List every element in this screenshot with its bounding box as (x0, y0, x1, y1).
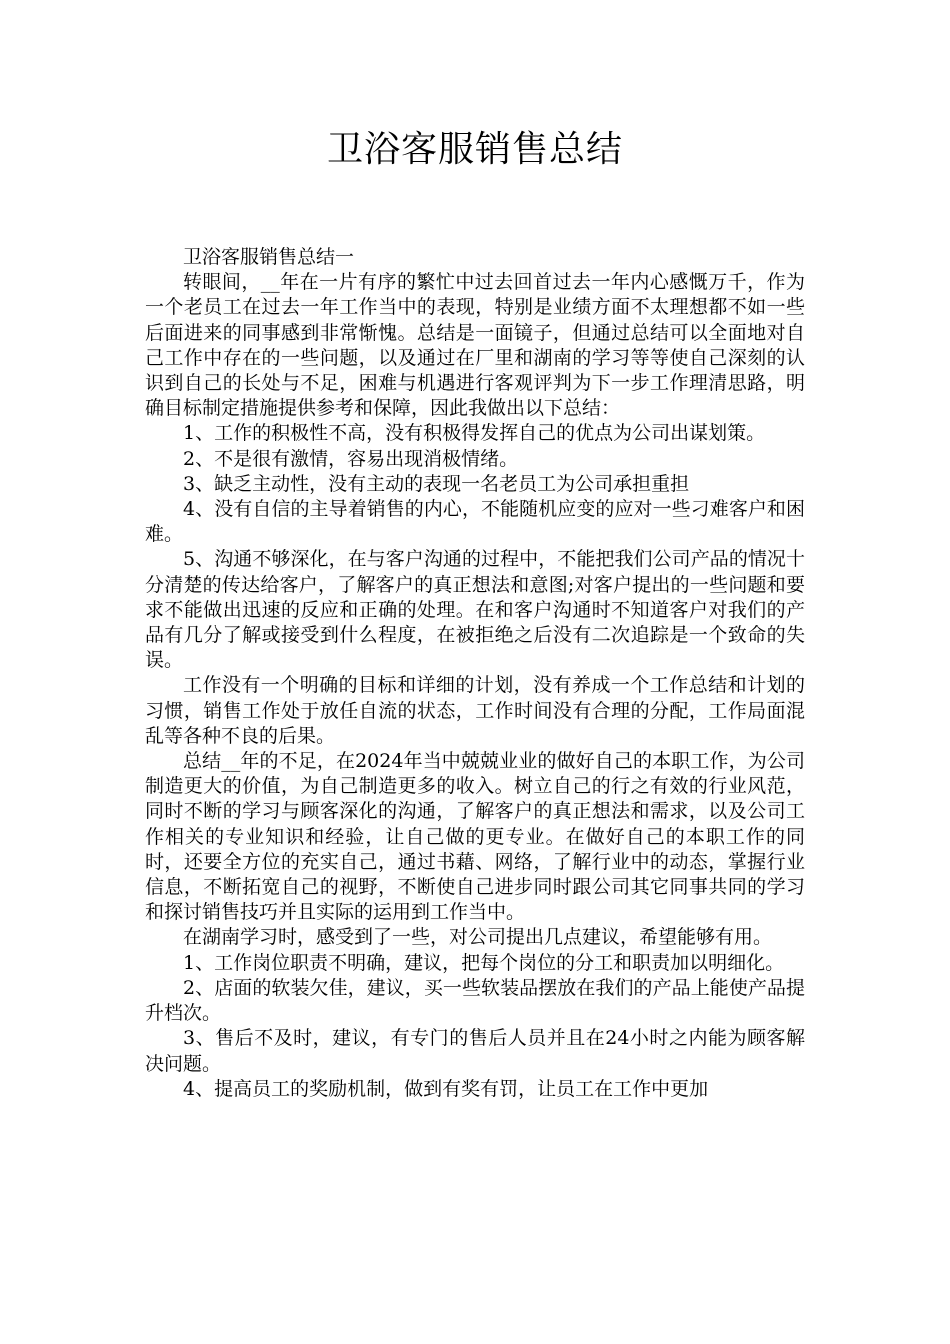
list-item: 5、沟通不够深化，在与客户沟通的过程中，不能把我们公司产品的情况十分清楚的传达给客户，了解客户的真正想法和意图;对客户提出的一些问题和要求不能做出迅速的反应和正确的处理。在和客户沟通时不知道客户对我们的产品有几分了解或接受到什么程度，在被拒绝之后没有二次追踪是一个致命的失误。 (145, 548, 805, 672)
suggestion-item: 2、店面的软装欠佳，建议，买一些软装品摆放在我们的产品上能使产品提升档次。 (145, 976, 805, 1025)
suggestion-item: 4、提高员工的奖励机制，做到有奖有罚，让员工在工作中更加 (183, 1077, 709, 1100)
body-paragraph: 总结__年的不足，在2024年当中兢兢业业的做好自己的本职工作，为公司制造更大的价值，为自己制造更多的收入。树立自己的行之有效的行业风范，同时不断的学习与顾客深化的沟通，了解客户的真正想法和需求，以及公司工作相关的专业知识和经验，让自己做的更专业。在做好自己的本职工作的同时，还要全方位的充实自己，通过书藉、网络，了解行业中的动态，掌握行业信息，不断拓宽自己的视野，不断使自己进步同时跟公司其它同事共同的学习和探讨销售技巧并且实际的运用到工作当中。 (145, 750, 805, 924)
body-paragraph: 工作没有一个明确的目标和详细的计划，没有养成一个工作总结和计划的习惯，销售工作处于放任自流的状态，工作时间没有合理的分配，工作局面混乱等各种不良的后果。 (145, 674, 805, 747)
document-title: 卫浴客服销售总结 (326, 129, 623, 170)
document-body (145, 245, 805, 1102)
section-heading: 卫浴客服销售总结一 (183, 246, 355, 268)
list-item: 2、不是很有激情，容易出现消极情绪。 (183, 447, 519, 470)
list-item: 1、工作的积极性不高，没有积极得发挥自己的优点为公司出谋划策。 (183, 422, 766, 445)
intro-paragraph: 转眼间，__年在一片有序的繁忙中过去回首过去一年内心感慨万千，作为一个老员工在过去一年工作当中的表现，特别是业绩方面不太理想都不如一些后面进来的同事感到非常惭愧。总结是一面镜子，但通过总结可以全面地对自己工作中存在的一些问题，以及通过在厂里和湖南的学习等等使自己深刻的认识到自己的长处与不足，困难与机遇进行客观评判为下一步工作理清思路，明确目标制定措施提供参考和保障，因此我做出以下总结： (145, 271, 805, 420)
suggestion-item: 3、售后不及时，建议，有专门的售后人员并且在24小时之内能为顾客解决问题。 (145, 1027, 805, 1075)
suggestion-item: 1、工作岗位职责不明确，建议，把每个岗位的分工和职责加以明细化。 (183, 951, 785, 974)
list-item: 4、没有自信的主导着销售的内心，不能随机应变的应对一些刁难客户和困难。 (145, 498, 805, 546)
list-item: 3、缺乏主动性，没有主动的表现一名老员工为公司承担重担 (183, 472, 690, 495)
body-paragraph: 在湖南学习时，感受到了一些，对公司提出几点建议，希望能够有用。 (183, 926, 773, 949)
